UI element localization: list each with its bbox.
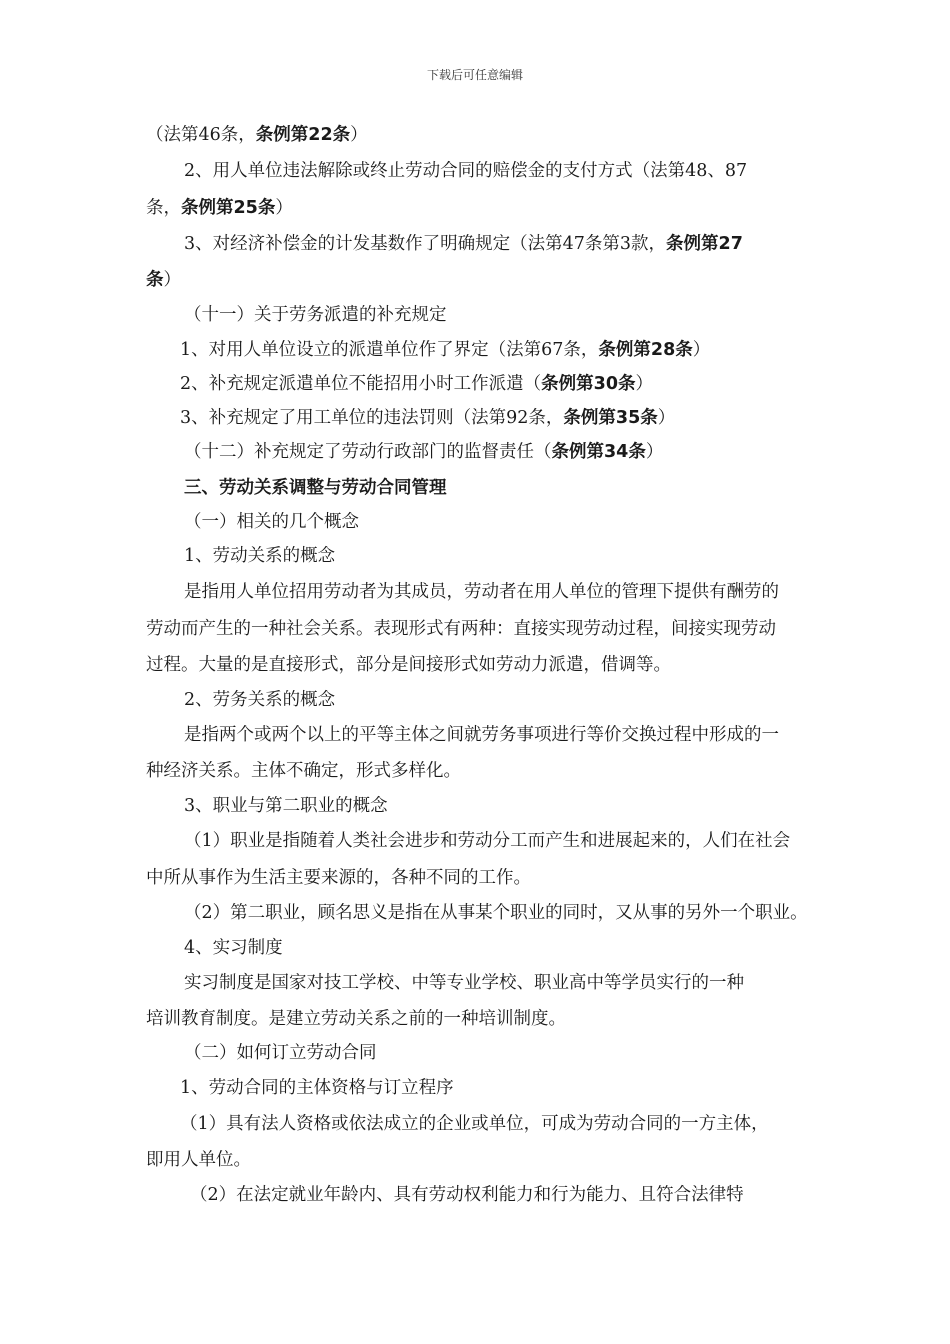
section-heading: （二）如何订立劳动合同 (184, 1043, 377, 1063)
text-line: 中所从事作为生活主要来源的，各种不同的工作。 (146, 868, 531, 888)
text-line: 种经济关系。主体不确定，形式多样化。 (146, 761, 461, 781)
section-heading: （一）相关的几个概念 (184, 512, 359, 532)
text-line: 培训教育制度。是建立劳动关系之前的一种培训制度。 (146, 1009, 566, 1029)
text-line: （2）在法定就业年龄内、具有劳动权利能力和行为能力、且符合法律特 (190, 1185, 744, 1205)
text-line: 2、劳务关系的概念 (184, 690, 336, 710)
chapter-heading: 三、劳动关系调整与劳动合同管理 (184, 478, 447, 498)
text-line: 是指两个或两个以上的平等主体之间就劳务事项进行等价交换过程中形成的一 (184, 725, 779, 745)
watermark-header: 下载后可任意编辑 (426, 68, 523, 82)
text-line: 条，条例第25条） (146, 198, 293, 218)
text-line: 1、劳动合同的主体资格与订立程序 (180, 1078, 454, 1098)
text-line: 过程。大量的是直接形式，部分是间接形式如劳动力派遣，借调等。 (146, 655, 671, 675)
text-line: 2、用人单位违法解除或终止劳动合同的赔偿金的支付方式（法第48、87 (184, 161, 748, 181)
text-line: 3、补充规定了用工单位的违法罚则（法第92条，条例第35条） (180, 408, 676, 428)
section-heading: （十二）补充规定了劳动行政部门的监督责任（条例第34条） (184, 442, 664, 462)
text-line: 1、劳动关系的概念 (184, 546, 336, 566)
text-line: 2、补充规定派遣单位不能招用小时工作派遣（条例第30条） (180, 374, 653, 394)
text-line: （法第46条，条例第22条） (146, 125, 368, 145)
text-line: 条） (146, 270, 181, 290)
text-line: （1）职业是指随着人类社会进步和劳动分工而产生和进展起来的，人们在社会 (184, 831, 791, 851)
text-line: 劳动而产生的一种社会关系。表现形式有两种：直接实现劳动过程，间接实现劳动 (146, 619, 776, 639)
text-line: 即用人单位。 (146, 1150, 251, 1170)
text-line: 是指用人单位招用劳动者为其成员，劳动者在用人单位的管理下提供有酬劳的 (184, 582, 779, 602)
text-line: （2）第二职业，顾名思义是指在从事某个职业的同时，又从事的另外一个职业。 (184, 903, 808, 923)
text-line: （1）具有法人资格或依法成立的企业或单位，可成为劳动合同的一方主体， (180, 1114, 769, 1134)
text-line: 4、实习制度 (184, 938, 283, 958)
text-line: 3、职业与第二职业的概念 (184, 796, 388, 816)
text-line: 实习制度是国家对技工学校、中等专业学校、职业高中等学员实行的一种 (184, 973, 744, 993)
section-heading: （十一）关于劳务派遣的补充规定 (184, 305, 447, 325)
text-line: 1、对用人单位设立的派遣单位作了界定（法第67条，条例第28条） (180, 340, 711, 360)
text-line: 3、对经济补偿金的计发基数作了明确规定（法第47条第3款，条例第27 (184, 234, 743, 254)
